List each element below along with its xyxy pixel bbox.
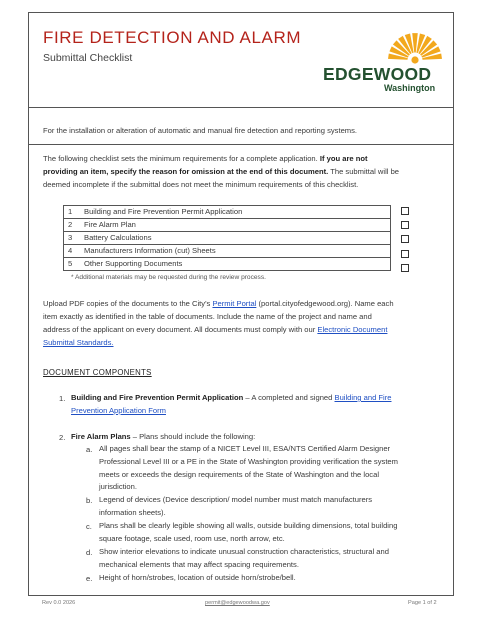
footer-email-link[interactable]: permit@edgewoodwa.gov: [205, 600, 270, 606]
item-number: 2.: [59, 433, 66, 442]
sub-item-d: Show interior elevations to indicate unusual construction characteristics, structural and mechanical elements that may affect spacing requirements.: [99, 547, 389, 569]
checkbox-item-2[interactable]: [401, 221, 409, 229]
checkbox-column: [401, 207, 411, 278]
submittal-standards-link-cont[interactable]: Submittal Standards.: [43, 338, 114, 347]
document-page: [28, 12, 454, 596]
checkbox-item-1[interactable]: [401, 207, 409, 215]
sub-letter: a.: [86, 445, 93, 454]
page-subtitle: Submittal Checklist: [43, 52, 133, 64]
logo-subtitle: Washington: [384, 83, 436, 93]
table-row: 1 Building and Fire Prevention Permit Application: [64, 206, 391, 219]
header-divider: [29, 107, 453, 108]
item-number: 1.: [59, 394, 66, 403]
sub-letter: c.: [86, 522, 92, 531]
checkbox-item-5[interactable]: [401, 264, 409, 272]
item-fire-alarm-plans: Fire Alarm Plans – Plans should include the following:: [71, 432, 256, 441]
application-form-link-cont[interactable]: Prevention Application Form: [71, 405, 166, 415]
checklist-table: [63, 205, 391, 271]
table-row: 2 Fire Alarm Plan: [64, 219, 391, 232]
sub-item-e: Height of horn/strobes, location of outside horn/strobe/bell.: [99, 573, 296, 582]
page-header: [29, 13, 453, 107]
sub-letter: b.: [86, 496, 93, 505]
submittal-standards-link[interactable]: Electronic Document: [317, 325, 388, 334]
sub-letter: d.: [86, 548, 93, 557]
intro-text: For the installation or alteration of automatic and manual fire detection and reporting systems.: [43, 126, 358, 135]
table-row: 5 Other Supporting Documents: [64, 258, 391, 271]
checklist-note: * Additional materials may be requested during the review process.: [71, 274, 266, 281]
page-title: FIRE DETECTION AND ALARM: [43, 28, 302, 47]
item-building-permit: Building and Fire Prevention Permit Application – A completed and signed Building and Fire Prevention Application Form: [71, 393, 392, 415]
requirements-paragraph: The following checklist sets the minimum requirements for a complete application. If you are not providing an item, specify the reason for omission at the end of this document. The submittal will be deemed incomplete if the submittal does not meet the minimum requirements of this checklist.: [43, 154, 400, 189]
sub-item-a: All pages shall bear the stamp of a NICET Level III, ESA/NTS Certified Alarm Designer Professional Level III or a PE in the State of Washington providing verification the system meets or exceeds the design requirements of the State of Washington and the local jurisdiction.: [99, 444, 398, 492]
footer-page-number: Page 1 of 2: [408, 600, 437, 606]
section-heading: DOCUMENT COMPONENTS: [43, 368, 152, 377]
edgewood-logo: [321, 27, 445, 93]
sunburst-logo-icon: [387, 27, 443, 69]
sub-item-b: Legend of devices (Device description/ model number must match manufacturers information sheets).: [99, 495, 373, 517]
checkbox-item-3[interactable]: [401, 235, 409, 243]
sub-letter: e.: [86, 574, 93, 583]
permit-portal-link[interactable]: Permit Portal: [212, 299, 257, 308]
application-form-link[interactable]: Building and Fire: [334, 393, 392, 402]
upload-paragraph: Upload PDF copies of the documents to the City's Permit Portal (portal.cityofedgewood.org). Name each item exactly as identified in the table of documents. Include the name of the project and name and address of the applicant on every document. All documents must comply with our Electronic Document Submittal Standards.: [43, 299, 394, 347]
logo-wordmark: EDGEWOOD: [323, 64, 432, 84]
table-row: 4 Manufacturers Information (cut) Sheets: [64, 245, 391, 258]
checkbox-item-4[interactable]: [401, 250, 409, 258]
footer-revision: Rev 0.0 2026: [42, 600, 76, 606]
table-row: 3 Battery Calculations: [64, 232, 391, 245]
intro-divider: [29, 144, 453, 145]
sub-item-c: Plans shall be clearly legible showing all walls, outside building dimensions, total building square footage, scale used, room use, north arrow, etc.: [99, 521, 398, 543]
